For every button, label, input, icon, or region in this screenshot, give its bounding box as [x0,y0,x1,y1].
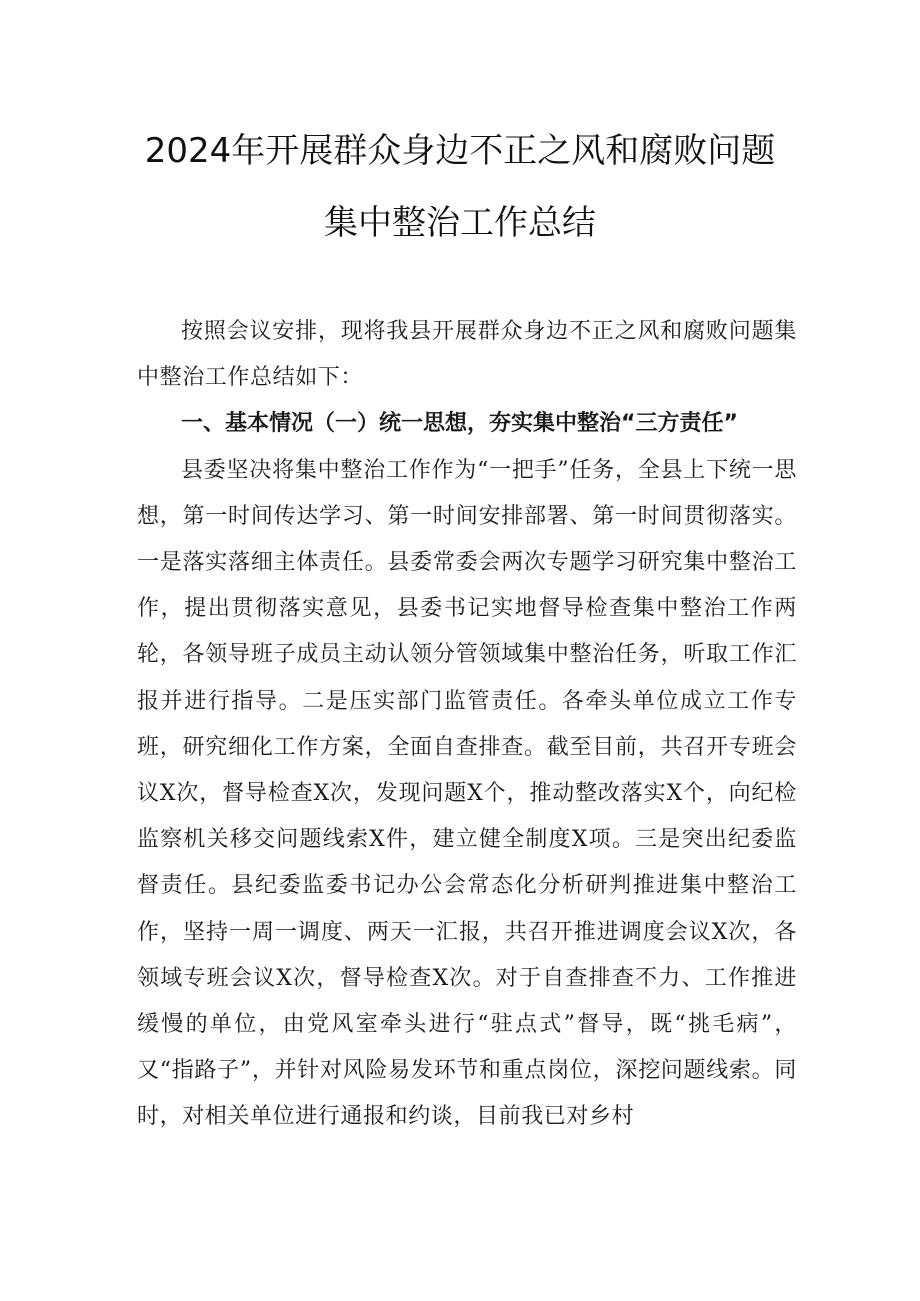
document-body [137,309,797,1278]
section-heading: 一、基本情况（一）统一思想，夯实集中整治“三方责任” [181,411,738,437]
body-paragraph: 县委坚决将集中整治工作作为“一把手”任务，全县上下统一思想，第一时间传达学习、第一时间安排部署、第一时间贯彻落实。一是落实落细主体责任。县委常委会两次专题学习研究集中整治工作，提出贯彻落实意见，县委书记实地督导检查集中整治工作两轮，各领导班子成员主动认领分管领域集中整治任务，听取工作汇报并进行指导。二是压实部门监管责任。各牵头单位成立工作专班，研究细化工作方案，全面自查排查。截至目前，共召开专班会议X次，督导检查X次，发现问题X个，推动整改落实X个，向纪检监察机关移交问题线索X件，建立健全制度X项。三是突出纪委监督责任。县纪委监委书记办公会常态化分析研判推进集中整治工作，坚持一周一调度、两天一汇报，共召开推进调度会议X次，各领域专班会议X次，督导检查X次。对于自查排查不力、工作推进缓慢的单位，由党风室牵头进行“驻点式”督导，既“挑毛病”，又“指路子”，并针对风险易发环节和重点岗位，深挖问题线索。同时，对相关单位进行通报和约谈，目前我已对乡村 [137,457,797,1130]
document-title-line-2: 集中整治工作总结 [324,203,596,243]
intro-paragraph: 按照会议安排，现将我县开展群众身边不正之风和腐败问题集中整治工作总结如下： [137,319,797,391]
document-title-line-1: 2024年开展群众身边不正之风和腐败问题 [144,131,776,171]
